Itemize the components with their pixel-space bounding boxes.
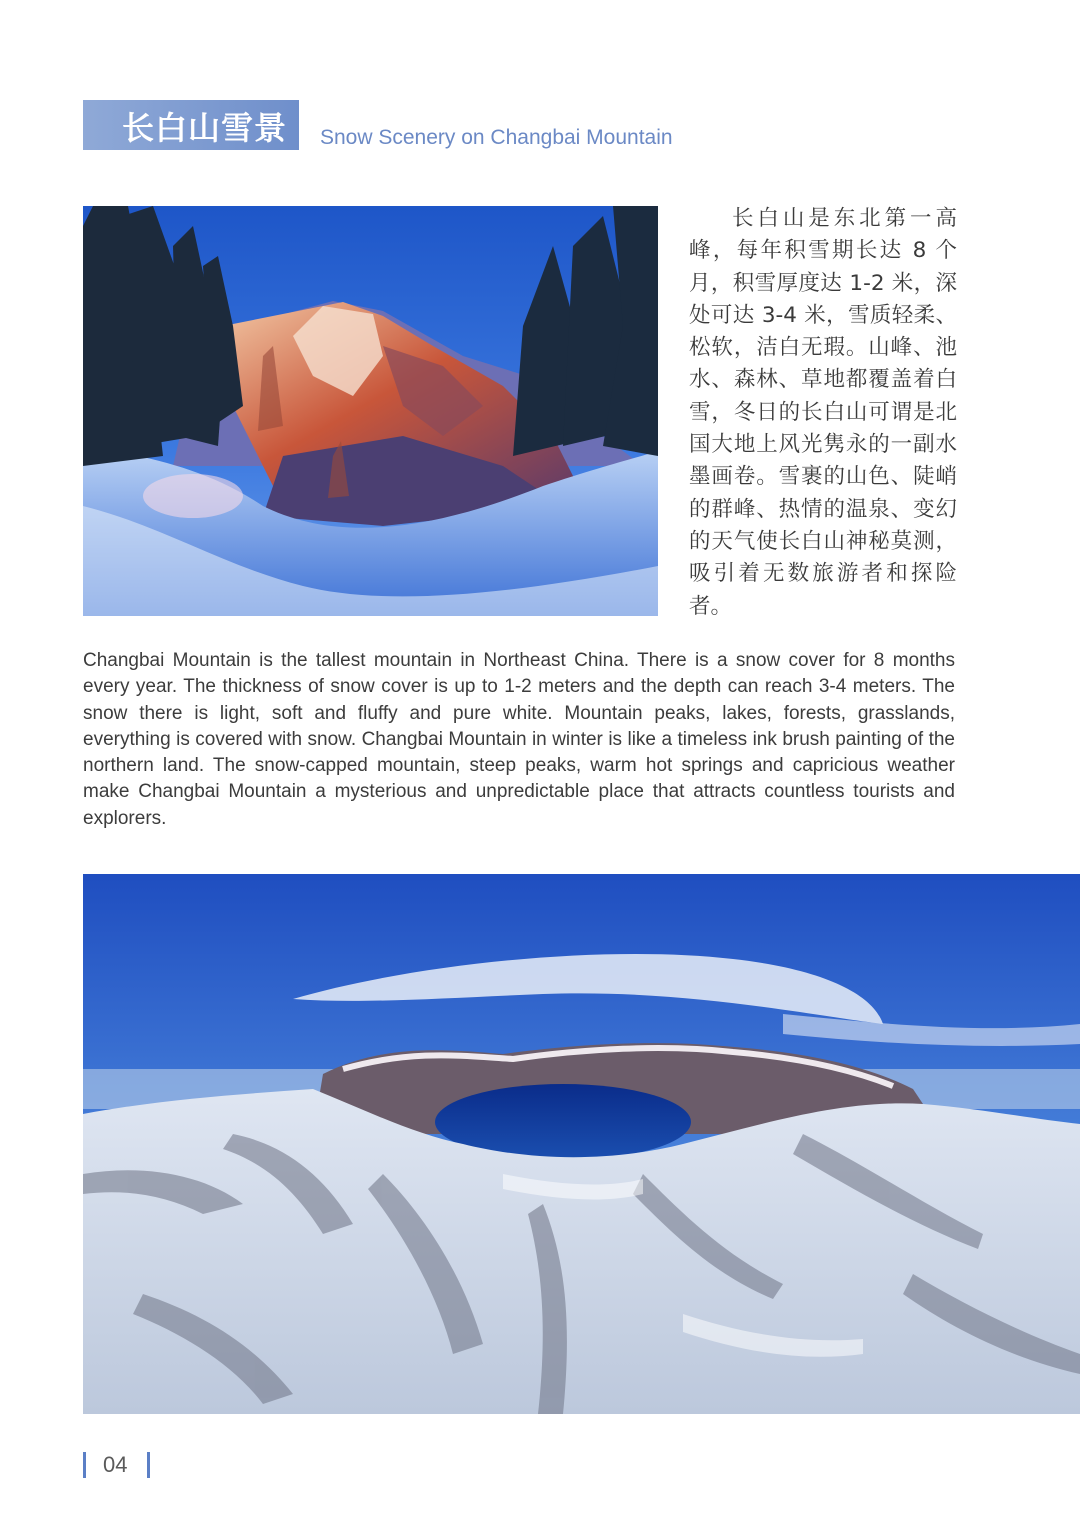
page-title-chinese: 长白山雪景: [122, 109, 288, 147]
page-title-english: Snow Scenery on Changbai Mountain: [320, 126, 673, 149]
photo-snowy-peak: [83, 206, 658, 616]
page-number-left-bar: [83, 1452, 86, 1478]
page-number: 04: [103, 1452, 128, 1477]
chinese-description: 长白山是东北第一高峰，每年积雪期长达 8 个月，积雪厚度达 1-2 米，深处可达 3-4 米，雪质轻柔、松软，洁白无瑕。山峰、池水、森林、草地都覆盖着白雪，冬日的长白山可谓是北国大地上风光隽永的一副水墨画卷。雪裹的山色、陡峭的群峰、热情的温泉、变幻的天气使长白山神秘莫测，吸引着无数旅游者和探险者。: [689, 206, 957, 619]
page-number-right-bar: [147, 1452, 150, 1478]
english-description: Changbai Mountain is the tallest mountain in Northeast China. There is a snow cover for 8 months every year. The thickness of snow cover is up to 1-2 meters and the depth can reach 3-4 meters. The snow there is light, soft and fluffy and pure white. Mountain peaks, lakes, forests, grasslands, everything is covered with snow. Changbai Mountain in winter is like a timeless ink brush painting of the northern land. The snow-capped mountain, steep peaks, warm hot springs and capricious weather make Changbai Mountain a mysterious and unpredictable place that attracts countless tourists and explorers.: [83, 650, 955, 829]
photo-crater-lake-aerial: [83, 874, 1080, 1414]
